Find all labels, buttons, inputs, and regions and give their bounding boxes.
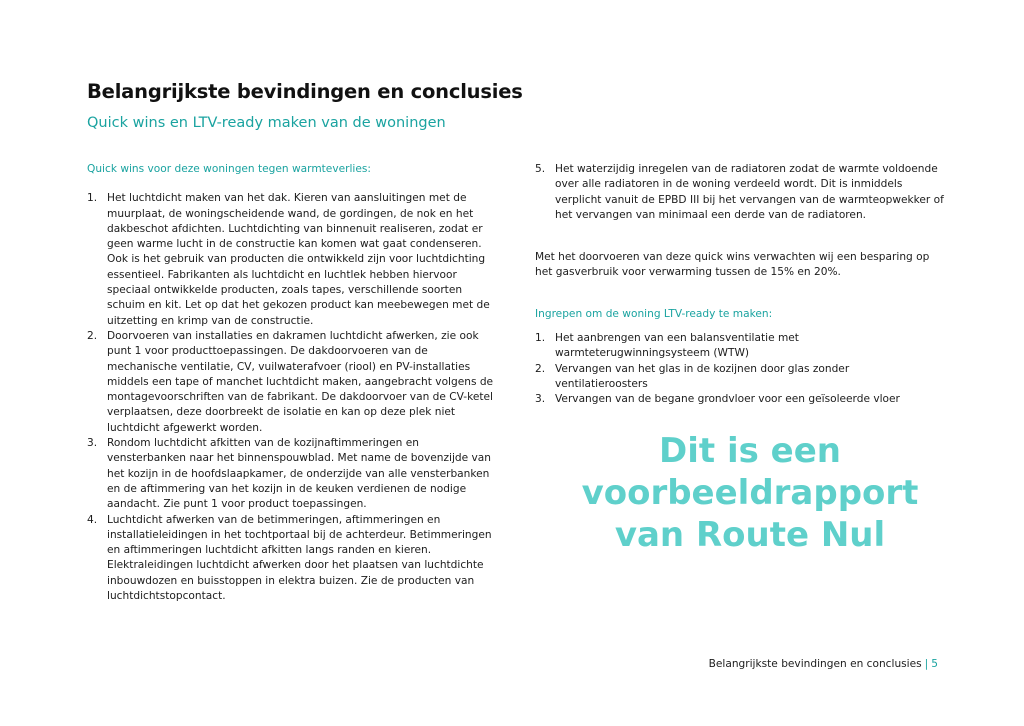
page-number: 5 [931,658,938,670]
item-text: Luchtdicht afwerken van de betimmeringen, aftimmeringen en installatieleidingen in het tochtportaal bij de achterdeur. Betimmeringen en aftimmeringen luchtdicht afkitten langs randen en kieren. Elektraleidingen luchtdicht afwerken door het plaatsen van luchtdichte inbouwdozen en buisstoppen in elektra buizen. Zie de producten van luchtdichtstopcontact. [107,513,492,603]
list-item [87,191,497,329]
page-title: Belangrijkste bevindingen en conclusies [87,80,523,103]
footer-separator: | [924,658,929,670]
item-number: 5. [535,163,546,175]
item-text: Rondom luchtdicht afkitten van de kozijnaftimmeringen en vensterbanken naar het binnenspouwblad. Met name de bovenzijde van het kozijn in de hoofdslaapkamer, de onderzijde van alle vensterbanken en de aftimmering van het kozijn in de keuken verdienen de nodige aandacht. Zie punt 1 voor product toepassingen. [107,437,491,511]
conclusion-paragraph: Met het doorvoeren van deze quick wins verwachten wij een besparing op het gasverbruik voor verwarming tussen de 15% en 20%. [535,251,930,279]
item-number: 1. [87,192,98,205]
item-number: 2. [87,329,98,342]
item-number: 4. [87,513,98,526]
item-text: Vervangen van de begane grondvloer voor een geïsoleerde vloer [555,393,900,406]
list-item [535,331,945,362]
item-text: Het aanbrengen van een balansventilatie met warmteterugwinningsysteem (WTW) [555,332,799,360]
list-item [87,436,497,512]
left-column [87,162,497,604]
ltv-ready-heading: Ingrepen om de woning LTV-ready te maken: [535,307,773,320]
watermark: Dit is een voorbeeldrapport van Route Nul [581,431,919,555]
item-number: 3. [87,437,98,450]
item-number: 3. [535,393,546,406]
list-item [535,362,945,393]
item-text: Het luchtdicht maken van het dak. Kieren van aansluitingen met de muurplaat, de woningscheidende wand, de gordingen, de nok en het dakbeschot afdichten. Luchtdichting van binnenuit realiseren, zodat er geen warme lucht in de constructie kan komen wat gaat condenseren. Ook is het gebruik van producten die ontwikkeld zijn voor luchtdichting essentieel. Fabrikanten als luchtdicht en luchtlek hebben hiervoor speciaal ontwikkelde producten, zoals tapes, verschillende soorten schuim en kit. Let op dat het gekozen product kan meebewegen met de uitzetting en krimp van de constructie. [107,192,490,327]
quick-wins-list [87,191,497,604]
page-footer [709,658,938,670]
item-number: 1. [535,332,546,345]
quick-wins-heading: Quick wins voor deze woningen tegen warmteverlies: [87,163,371,175]
list-item [535,162,945,223]
item-text: Het waterzijdig inregelen van de radiatoren zodat de warmte voldoende over alle radiatoren in de woning verdeeld wordt. Dit is inmiddels verplicht vanuit de EPBD III bij het vervangen van de warmteopwekker of het vervangen van minimaal een derde van de radiatoren. [555,163,944,221]
list-item [535,392,945,407]
item-number: 2. [535,362,546,375]
list-item [87,329,497,436]
item-text: Vervangen van het glas in de kozijnen door glas zonder ventilatieroosters [555,362,850,390]
list-item [87,513,497,605]
ltv-ready-list [535,331,945,407]
quick-wins-list-continued [535,162,945,223]
right-column [535,162,945,408]
footer-section-title: Belangrijkste bevindingen en conclusies [708,658,922,670]
item-text: Doorvoeren van installaties en dakramen luchtdicht afwerken, zie ook punt 1 voor producttoepassingen. De dakdoorvoeren van de mechanische ventilatie, CV, vuilwaterafvoer (riool) en PV-installaties middels een tape of manchet luchtdicht maken, aangebracht volgens de montagevoorschriften van de fabrikant. De dakdoorvoer van de CV-ketel verplaatsen, deze doorbreekt de isolatie en kan op deze plek niet luchtdicht afgewerkt worden. [107,329,494,434]
page-subtitle: Quick wins en LTV-ready maken van de woningen [87,115,446,131]
